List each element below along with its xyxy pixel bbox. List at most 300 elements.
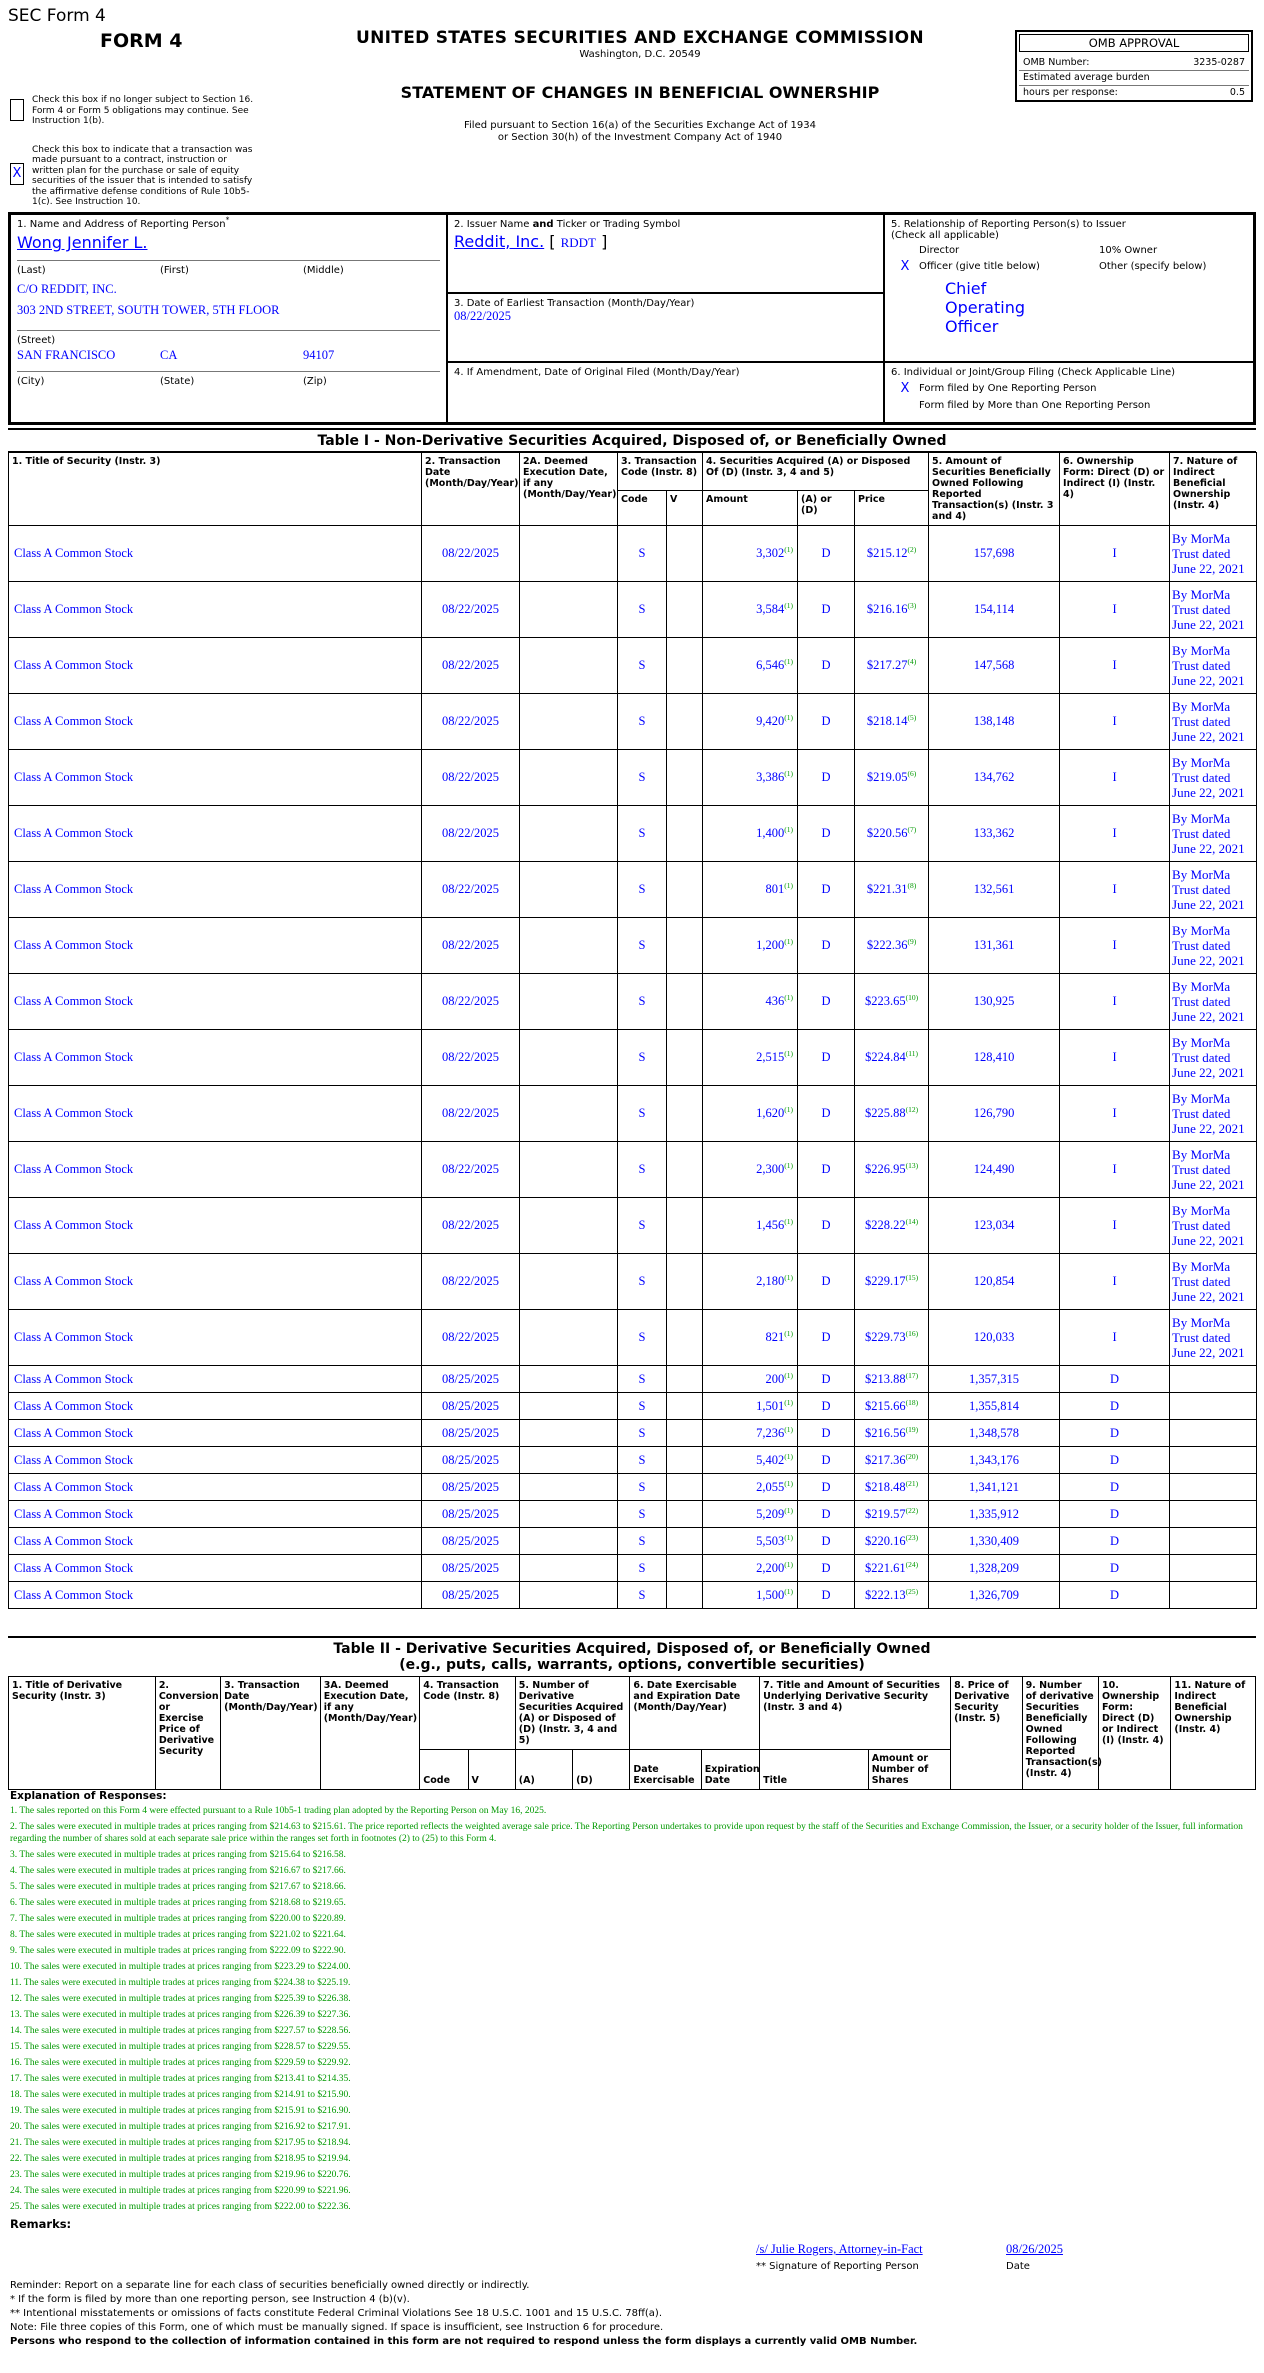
owned-following: 123,034 <box>929 1198 1060 1254</box>
transaction-v <box>667 806 703 862</box>
deemed-date <box>520 1030 618 1086</box>
ownership-form: I <box>1060 974 1170 1030</box>
footnote-item: 24. The sales were executed in multiple trades at prices ranging from $220.99 to $221.96. <box>10 2186 351 2196</box>
rule10b5-checkbox[interactable]: X <box>10 163 24 185</box>
ticker-symbol: RDDT <box>560 235 596 250</box>
price-footnote[interactable]: (6) <box>907 768 917 778</box>
transaction-code: S <box>618 806 667 862</box>
deemed-date <box>520 750 618 806</box>
footnote-item: 13. The sales were executed in multiple trades at prices ranging from $226.39 to $227.36. <box>10 2010 351 2020</box>
transaction-code: S <box>618 1142 667 1198</box>
price-footnote[interactable]: (7) <box>907 824 917 834</box>
t2-col-date: 3. Transaction Date (Month/Day/Year) <box>221 1677 321 1790</box>
amount: 1,200$^{(1)}$ <box>703 918 798 974</box>
ownership-form: I <box>1060 1142 1170 1198</box>
acquired-disposed: D <box>798 1366 855 1393</box>
director-option[interactable]: Director <box>919 245 960 256</box>
amount-footnote[interactable]: (1) <box>784 936 793 946</box>
security-title: Class A Common Stock <box>9 638 422 694</box>
footer-note: Note: File three copies of this Form, one of which must be manually signed. If space is insufficient, see Instruction 6 for procedure. <box>10 2322 664 2333</box>
acquired-disposed: D <box>798 1420 855 1447</box>
transaction-date: 08/25/2025 <box>422 1393 520 1420</box>
amount-footnote[interactable]: (1) <box>784 824 793 834</box>
transaction-v <box>667 694 703 750</box>
table2-title <box>8 1636 1256 1673</box>
table-row <box>9 1030 1257 1086</box>
box-issuer <box>447 214 884 293</box>
transaction-date: 08/22/2025 <box>422 1086 520 1142</box>
acquired-disposed: D <box>798 1555 855 1582</box>
acquired-disposed: D <box>798 1501 855 1528</box>
amount-footnote[interactable]: (1) <box>784 1328 793 1338</box>
t1-sub-price: Price <box>855 490 929 525</box>
amount-footnote[interactable]: (1) <box>784 1505 793 1515</box>
price: $219.57$^{(22)}$ <box>855 1501 929 1528</box>
owned-following: 132,561 <box>929 862 1060 918</box>
amount: 9,420$^{(1)}$ <box>703 694 798 750</box>
acquired-disposed: D <box>798 862 855 918</box>
rule10b5-checkbox-text: Check this box to indicate that a transaction was made pursuant to a contract, instruction or written plan for the purchase or sale of equity securities of the issuer that is intended to satisfy the affirmative defense conditions of Rule 10b5-1(c). See Instruction 10. <box>32 144 253 207</box>
amount-footnote[interactable]: (1) <box>784 1586 793 1596</box>
transaction-date: 08/22/2025 <box>422 918 520 974</box>
transaction-v <box>667 1555 703 1582</box>
price: $220.16$^{(23)}$ <box>855 1528 929 1555</box>
transaction-code: S <box>618 1366 667 1393</box>
price-footnote[interactable]: (8) <box>907 880 917 890</box>
owned-following: 126,790 <box>929 1086 1060 1142</box>
security-title: Class A Common Stock <box>9 750 422 806</box>
transaction-date: 08/25/2025 <box>422 1555 520 1582</box>
amount: 5,402$^{(1)}$ <box>703 1447 798 1474</box>
security-title: Class A Common Stock <box>9 1366 422 1393</box>
commission-address: Washington, D.C. 20549 <box>579 49 701 60</box>
amount: 1,456$^{(1)}$ <box>703 1198 798 1254</box>
city-state-zip <box>17 348 440 363</box>
transaction-date: 08/22/2025 <box>422 862 520 918</box>
amount: 2,180$^{(1)}$ <box>703 1254 798 1310</box>
security-title: Class A Common Stock <box>9 1030 422 1086</box>
price-footnote[interactable]: (19) <box>905 1424 919 1434</box>
price-footnote[interactable]: (23) <box>905 1532 919 1542</box>
relationship-label: 5. Relationship of Reporting Person(s) to Issuer <box>891 219 1126 230</box>
price: $216.16$^{(3)}$ <box>855 582 929 638</box>
acquired-disposed: D <box>798 1310 855 1366</box>
ownership-form: D <box>1060 1582 1170 1609</box>
deemed-date <box>520 694 618 750</box>
filing-more-option[interactable]: Form filed by More than One Reporting Person <box>919 400 1151 411</box>
security-title: Class A Common Stock <box>9 1393 422 1420</box>
security-title: Class A Common Stock <box>9 918 422 974</box>
ownership-form: I <box>1060 1310 1170 1366</box>
t1-col-deemed: 2A. Deemed Execution Date, if any (Month/Day/Year) <box>520 453 618 526</box>
owned-following: 120,033 <box>929 1310 1060 1366</box>
ownership-form: I <box>1060 918 1170 974</box>
acquired-disposed: D <box>798 974 855 1030</box>
owned-following: 1,343,176 <box>929 1447 1060 1474</box>
omb-title: OMB APPROVAL <box>1019 34 1249 52</box>
owned-following: 1,355,814 <box>929 1393 1060 1420</box>
t1-sub-v: V <box>667 490 703 525</box>
signature-value: /s/ Julie Rogers, Attorney-in-Fact <box>756 2242 923 2256</box>
security-title: Class A Common Stock <box>9 526 422 582</box>
owned-following: 1,330,409 <box>929 1528 1060 1555</box>
transaction-code: S <box>618 1086 667 1142</box>
owned-following: 128,410 <box>929 1030 1060 1086</box>
price-footnote[interactable]: (11) <box>905 1048 918 1058</box>
amount-footnote[interactable]: (1) <box>784 1272 793 1282</box>
amount: 2,300$^{(1)}$ <box>703 1142 798 1198</box>
nature-of-ownership <box>1170 1420 1257 1447</box>
filing-more-row <box>891 397 1247 414</box>
table2-title-line-1: Table II - Derivative Securities Acquired, Disposed of, or Beneficially Owned <box>333 1641 931 1657</box>
amount-footnote[interactable]: (1) <box>784 1160 793 1170</box>
transaction-date: 08/25/2025 <box>422 1582 520 1609</box>
transaction-code: S <box>618 1474 667 1501</box>
owned-following: 1,326,709 <box>929 1582 1060 1609</box>
transaction-v <box>667 1254 703 1310</box>
footnote-item: 19. The sales were executed in multiple trades at prices ranging from $215.91 to $216.90. <box>10 2106 351 2116</box>
signature-date: 08/26/2025 <box>1006 2242 1063 2256</box>
ownership-form: I <box>1060 750 1170 806</box>
footnote-item: 23. The sales were executed in multiple trades at prices ranging from $219.96 to $220.76. <box>10 2170 351 2180</box>
transaction-code: S <box>618 638 667 694</box>
security-title: Class A Common Stock <box>9 1198 422 1254</box>
t2-col-underlying: 7. Title and Amount of Securities Underlying Derivative Security (Instr. 3 and 4) <box>760 1677 951 1750</box>
deemed-date <box>520 1528 618 1555</box>
deemed-date <box>520 1086 618 1142</box>
price: $221.31$^{(8)}$ <box>855 862 929 918</box>
acquired-disposed: D <box>798 694 855 750</box>
acquired-disposed: D <box>798 638 855 694</box>
amount-footnote[interactable]: (1) <box>784 768 793 778</box>
price: $221.61$^{(24)}$ <box>855 1555 929 1582</box>
ownership-form: I <box>1060 1030 1170 1086</box>
t1-col-nature: 7. Nature of Indirect Beneficial Ownership (Instr. 4) <box>1170 453 1257 526</box>
deemed-date <box>520 1310 618 1366</box>
amount: 3,386$^{(1)}$ <box>703 750 798 806</box>
owned-following: 1,357,315 <box>929 1366 1060 1393</box>
ten-pct-option[interactable]: 10% Owner <box>1099 245 1158 256</box>
ownership-form: D <box>1060 1393 1170 1420</box>
t2-sub-title: Title <box>760 1750 869 1790</box>
price-footnote[interactable]: (18) <box>905 1397 919 1407</box>
price-footnote[interactable]: (10) <box>905 992 919 1002</box>
price-footnote[interactable]: (16) <box>905 1328 919 1338</box>
transaction-code: S <box>618 1030 667 1086</box>
amount-footnote[interactable]: (1) <box>784 1478 793 1488</box>
reporting-person-label: 1. Name and Address of Reporting Person* <box>17 215 230 230</box>
acquired-disposed: D <box>798 1198 855 1254</box>
amount: 3,584$^{(1)}$ <box>703 582 798 638</box>
table-row <box>9 582 1257 638</box>
officer-option[interactable]: Officer (give title below) <box>919 261 1040 272</box>
t2-col-deemed: 3A. Deemed Execution Date, if any (Month/Day/Year) <box>320 1677 420 1790</box>
other-option[interactable]: Other (specify below) <box>1099 261 1207 272</box>
footnote-item: 12. The sales were executed in multiple trades at prices ranging from $225.39 to $226.38. <box>10 1994 351 2004</box>
transaction-code: S <box>618 1528 667 1555</box>
transaction-v <box>667 1501 703 1528</box>
price-footnote[interactable]: (15) <box>905 1272 919 1282</box>
acquired-disposed: D <box>798 1086 855 1142</box>
transaction-date: 08/22/2025 <box>422 806 520 862</box>
box-filing-type <box>884 362 1254 423</box>
box-amendment <box>447 362 884 423</box>
box-relationship <box>884 214 1254 362</box>
transaction-date: 08/22/2025 <box>422 1198 520 1254</box>
amount-footnote[interactable]: (1) <box>784 712 793 722</box>
price: $217.36$^{(20)}$ <box>855 1447 929 1474</box>
footnote-item: 21. The sales were executed in multiple trades at prices ranging from $217.95 to $218.94. <box>10 2138 351 2148</box>
amount-footnote[interactable]: (1) <box>784 1397 793 1407</box>
ownership-form: I <box>1060 862 1170 918</box>
acquired-disposed: D <box>798 750 855 806</box>
price-footnote[interactable]: (13) <box>905 1160 919 1170</box>
amount-footnote[interactable]: (1) <box>784 1104 793 1114</box>
transaction-code: S <box>618 1254 667 1310</box>
price-footnote[interactable]: (2) <box>907 544 917 554</box>
owned-following: 1,328,209 <box>929 1555 1060 1582</box>
table2-title-line-2: (e.g., puts, calls, warrants, options, convertible securities) <box>399 1657 865 1673</box>
table-row <box>9 1420 1257 1447</box>
checkbox-area <box>10 95 260 222</box>
amount-footnote[interactable]: (1) <box>784 1048 793 1058</box>
table-row <box>9 1393 1257 1420</box>
price: $216.56$^{(19)}$ <box>855 1420 929 1447</box>
amount-footnote[interactable]: (1) <box>784 600 793 610</box>
amount-footnote[interactable]: (1) <box>784 656 793 666</box>
table-row <box>9 1086 1257 1142</box>
ownership-form: I <box>1060 582 1170 638</box>
transaction-v <box>667 1474 703 1501</box>
table-row <box>9 806 1257 862</box>
footnote-item: 25. The sales were executed in multiple trades at prices ranging from $222.00 to $222.36. <box>10 2202 351 2212</box>
earliest-date-label: 3. Date of Earliest Transaction (Month/Day/Year) <box>454 298 695 309</box>
amount-footnote[interactable]: (1) <box>784 1451 793 1461</box>
table-row <box>9 1474 1257 1501</box>
price: $215.66$^{(18)}$ <box>855 1393 929 1420</box>
amount: 1,620$^{(1)}$ <box>703 1086 798 1142</box>
acquired-disposed: D <box>798 1393 855 1420</box>
amount-footnote[interactable]: (1) <box>784 1370 793 1380</box>
nature-of-ownership: By MorMa Trust dated June 22, 2021 <box>1170 862 1257 918</box>
transaction-date: 08/25/2025 <box>422 1474 520 1501</box>
transaction-v <box>667 1086 703 1142</box>
acquired-disposed: D <box>798 1474 855 1501</box>
last-label: (Last) <box>17 265 46 276</box>
deemed-date <box>520 974 618 1030</box>
section16-checkbox-row <box>10 95 260 127</box>
price: $215.12$^{(2)}$ <box>855 526 929 582</box>
transaction-date: 08/25/2025 <box>422 1501 520 1528</box>
transaction-date: 08/22/2025 <box>422 638 520 694</box>
transaction-date: 08/25/2025 <box>422 1528 520 1555</box>
price-footnote[interactable]: (24) <box>905 1559 919 1569</box>
price-footnote[interactable]: (17) <box>905 1370 919 1380</box>
deemed-date <box>520 1198 618 1254</box>
t2-sub-d: (D) <box>573 1750 630 1790</box>
footnote-item: 14. The sales were executed in multiple trades at prices ranging from $227.57 to $228.56. <box>10 2026 351 2036</box>
ownership-form: I <box>1060 806 1170 862</box>
ownership-form: D <box>1060 1474 1170 1501</box>
price: $222.36$^{(9)}$ <box>855 918 929 974</box>
transaction-code: S <box>618 1447 667 1474</box>
reporting-person-name[interactable]: Wong Jennifer L. <box>17 233 148 252</box>
price-footnote[interactable]: (25) <box>905 1586 919 1596</box>
price-footnote[interactable]: (3) <box>907 600 917 610</box>
amount-footnote[interactable]: (1) <box>784 1424 793 1434</box>
table-row <box>9 1310 1257 1366</box>
zip-label: (Zip) <box>303 376 327 387</box>
table-row <box>9 1366 1257 1393</box>
t2-sub-expiration: Expiration Date <box>701 1750 759 1790</box>
transaction-v <box>667 1420 703 1447</box>
deemed-date <box>520 806 618 862</box>
deemed-date <box>520 1501 618 1528</box>
middle-label: (Middle) <box>303 265 344 276</box>
security-title: Class A Common Stock <box>9 1254 422 1310</box>
amount: 5,209$^{(1)}$ <box>703 1501 798 1528</box>
statement-title: STATEMENT OF CHANGES IN BENEFICIAL OWNERSHIP <box>400 83 880 102</box>
price: $229.73$^{(16)}$ <box>855 1310 929 1366</box>
city-labels <box>17 376 440 387</box>
security-title: Class A Common Stock <box>9 862 422 918</box>
section16-checkbox[interactable] <box>10 99 24 121</box>
t2-col-code: 4. Transaction Code (Instr. 8) <box>420 1677 516 1750</box>
amount-footnote[interactable]: (1) <box>784 1559 793 1569</box>
price-footnote[interactable]: (22) <box>905 1505 919 1515</box>
nature-of-ownership: By MorMa Trust dated June 22, 2021 <box>1170 806 1257 862</box>
footnote-item: 4. The sales were executed in multiple trades at prices ranging from $216.67 to $217.66. <box>10 1866 346 1876</box>
price-footnote[interactable]: (21) <box>905 1478 919 1488</box>
footer-violations: ** Intentional misstatements or omissions of facts constitute Federal Criminal Violations See 18 U.S.C. 1001 and 15 U.S.C. 78ff(a). <box>10 2308 663 2319</box>
nature-of-ownership <box>1170 1393 1257 1420</box>
acquired-disposed: D <box>798 806 855 862</box>
table-row <box>9 918 1257 974</box>
price-footnote[interactable]: (4) <box>907 656 917 666</box>
omb-number-label: OMB Number: <box>1023 57 1090 68</box>
owned-following: 1,335,912 <box>929 1501 1060 1528</box>
nature-of-ownership <box>1170 1366 1257 1393</box>
filing-one-option[interactable]: Form filed by One Reporting Person <box>919 383 1097 394</box>
price: $225.88$^{(12)}$ <box>855 1086 929 1142</box>
amount: 821$^{(1)}$ <box>703 1310 798 1366</box>
price-footnote[interactable]: (20) <box>905 1451 919 1461</box>
table1-non-derivative <box>8 452 1257 1609</box>
t1-col-securities: 4. Securities Acquired (A) or Disposed Of (D) (Instr. 3, 4 and 5) <box>703 453 929 491</box>
date-label: Date <box>1006 2261 1030 2272</box>
amount: 1,501$^{(1)}$ <box>703 1393 798 1420</box>
t2-col-form: 10. Ownership Form: Direct (D) or Indirect (I) (Instr. 4) <box>1098 1677 1170 1790</box>
transaction-code: S <box>618 1582 667 1609</box>
amount: 5,503$^{(1)}$ <box>703 1528 798 1555</box>
security-title: Class A Common Stock <box>9 806 422 862</box>
amount-footnote[interactable]: (1) <box>784 1532 793 1542</box>
issuer-name[interactable]: Reddit, Inc. <box>454 232 545 251</box>
transaction-date: 08/22/2025 <box>422 1310 520 1366</box>
section16-checkbox-text: Check this box if no longer subject to Section 16. Form 4 or Form 5 obligations may continue. See Instruction 1(b). <box>32 95 254 126</box>
amendment-label: 4. If Amendment, Date of Original Filed (Month/Day/Year) <box>454 367 740 378</box>
price: $220.56$^{(7)}$ <box>855 806 929 862</box>
price-footnote[interactable]: (9) <box>907 936 917 946</box>
acquired-disposed: D <box>798 1447 855 1474</box>
nature-of-ownership: By MorMa Trust dated June 22, 2021 <box>1170 918 1257 974</box>
t1-col-form: 6. Ownership Form: Direct (D) or Indirect (I) (Instr. 4) <box>1060 453 1170 526</box>
t1-sub-amount: Amount <box>703 490 798 525</box>
filed-pursuant <box>350 120 930 144</box>
amount-footnote[interactable]: (1) <box>784 992 793 1002</box>
form-header <box>350 28 930 144</box>
price-footnote[interactable]: (14) <box>905 1216 919 1226</box>
deemed-date <box>520 638 618 694</box>
ownership-form: I <box>1060 1198 1170 1254</box>
transaction-date: 08/22/2025 <box>422 1142 520 1198</box>
transaction-code: S <box>618 582 667 638</box>
security-title: Class A Common Stock <box>9 1474 422 1501</box>
table-row <box>9 638 1257 694</box>
amount: 2,055$^{(1)}$ <box>703 1474 798 1501</box>
footnote-item: 7. The sales were executed in multiple trades at prices ranging from $220.00 to $220.89. <box>10 1914 346 1924</box>
address-line-1: C/O REDDIT, INC. <box>17 282 117 296</box>
transaction-code: S <box>618 526 667 582</box>
nature-of-ownership: By MorMa Trust dated June 22, 2021 <box>1170 526 1257 582</box>
t1-sub-ad: (A) or (D) <box>798 490 855 525</box>
owned-following: 124,490 <box>929 1142 1060 1198</box>
transaction-v <box>667 1142 703 1198</box>
omb-hours-row <box>1019 86 1249 100</box>
price: $228.22$^{(14)}$ <box>855 1198 929 1254</box>
price-footnote[interactable]: (5) <box>907 712 917 722</box>
ownership-form: D <box>1060 1420 1170 1447</box>
nature-of-ownership: By MorMa Trust dated June 22, 2021 <box>1170 1198 1257 1254</box>
t1-col-code: 3. Transaction Code (Instr. 8) <box>618 453 703 491</box>
price: $224.84$^{(11)}$ <box>855 1030 929 1086</box>
officer-title: Chief Operating Officer <box>945 279 1025 336</box>
acquired-disposed: D <box>798 1030 855 1086</box>
ownership-form: D <box>1060 1528 1170 1555</box>
transaction-date: 08/22/2025 <box>422 694 520 750</box>
form-title: FORM 4 <box>100 30 183 52</box>
city-label: (City) <box>17 376 45 387</box>
amount-footnote[interactable]: (1) <box>784 880 793 890</box>
transaction-code: S <box>618 974 667 1030</box>
owned-following: 157,698 <box>929 526 1060 582</box>
omb-approval-box <box>1015 30 1253 102</box>
omb-burden-label: Estimated average burden <box>1023 72 1150 83</box>
transaction-v <box>667 918 703 974</box>
transaction-v <box>667 1366 703 1393</box>
nature-of-ownership: By MorMa Trust dated June 22, 2021 <box>1170 638 1257 694</box>
table-row <box>9 1582 1257 1609</box>
transaction-date: 08/22/2025 <box>422 1030 520 1086</box>
filing-one-mark: X <box>900 381 910 396</box>
nature-of-ownership <box>1170 1474 1257 1501</box>
footnote-item: 18. The sales were executed in multiple trades at prices ranging from $214.91 to $215.90. <box>10 2090 351 2100</box>
price-footnote[interactable]: (12) <box>905 1104 919 1114</box>
amount: 801$^{(1)}$ <box>703 862 798 918</box>
ownership-form: D <box>1060 1555 1170 1582</box>
table-row <box>9 1254 1257 1310</box>
transaction-v <box>667 1528 703 1555</box>
security-title: Class A Common Stock <box>9 1420 422 1447</box>
filed-line-1: Filed pursuant to Section 16(a) of the Securities Exchange Act of 1934 <box>464 120 816 131</box>
security-title: Class A Common Stock <box>9 1142 422 1198</box>
transaction-v <box>667 750 703 806</box>
table-row <box>9 1528 1257 1555</box>
amount-footnote[interactable]: (1) <box>784 544 793 554</box>
amount-footnote[interactable]: (1) <box>784 1216 793 1226</box>
filing-type-label: 6. Individual or Joint/Group Filing (Check Applicable Line) <box>891 367 1176 378</box>
footer-instruction: * If the form is filed by more than one reporting person, see Instruction 4 (b)(v). <box>10 2294 410 2305</box>
